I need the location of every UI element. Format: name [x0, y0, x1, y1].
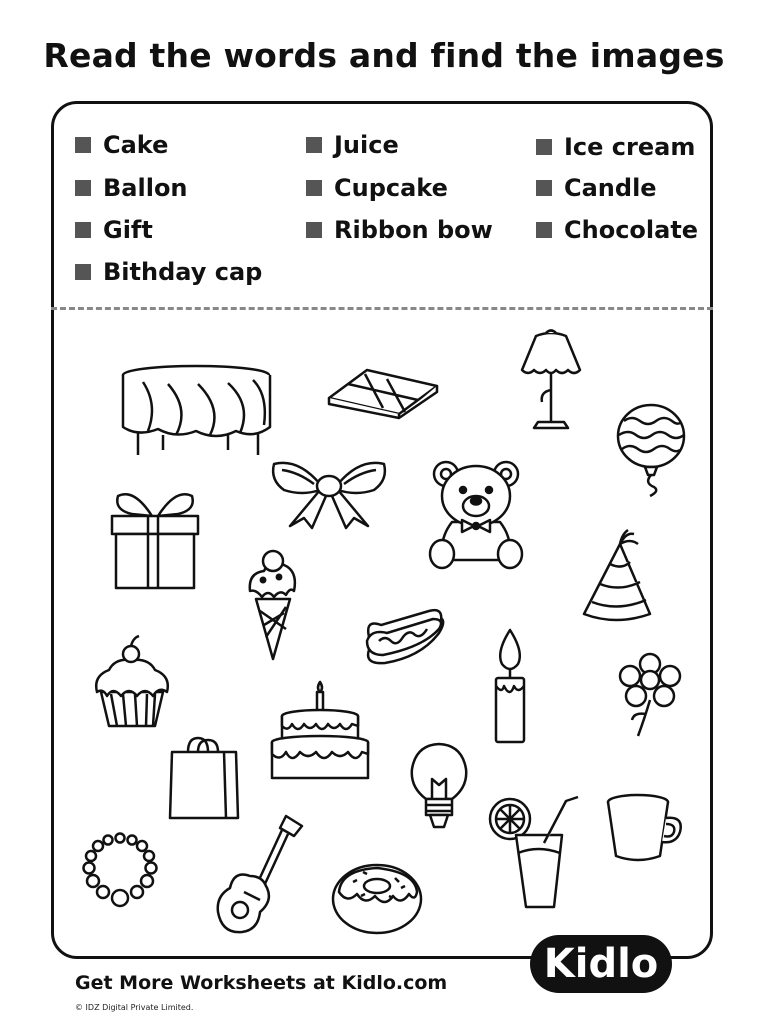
bullet-square-icon: [306, 137, 322, 153]
juice-icon: [488, 795, 584, 911]
candle-icon: [488, 628, 532, 746]
teddy-bear-icon: [428, 460, 524, 572]
word-item: Chocolate: [536, 216, 698, 244]
footer-text: Get More Worksheets at Kidlo.com: [75, 972, 448, 994]
word-item: Cake: [75, 131, 168, 159]
shopping-bag-icon: [166, 736, 242, 820]
mug-icon: [604, 792, 684, 864]
flower-icon: [616, 654, 684, 738]
cake-icon: [270, 680, 370, 784]
bullet-square-icon: [536, 139, 552, 155]
donut-icon: [331, 862, 423, 936]
table-icon: [118, 365, 278, 460]
word-item: Bithday cap: [75, 258, 262, 286]
dashed-divider: [51, 307, 713, 310]
balloon-icon: [614, 403, 688, 497]
bullet-square-icon: [75, 222, 91, 238]
kidlo-logo: Kidlo: [530, 935, 672, 993]
word-item: Gift: [75, 216, 153, 244]
worksheet-title: Read the words and find the images: [43, 36, 725, 75]
word-item: Candle: [536, 174, 657, 202]
gift-icon: [108, 490, 202, 592]
word-item: Ribbon bow: [306, 216, 493, 244]
word-item: Ballon: [75, 174, 188, 202]
bullet-square-icon: [306, 180, 322, 196]
bullet-square-icon: [75, 264, 91, 280]
light-bulb-icon: [408, 741, 470, 831]
bullet-square-icon: [75, 137, 91, 153]
birthday-cap-icon: [580, 530, 654, 622]
necklace-icon: [84, 832, 156, 908]
ice-cream-icon: [246, 547, 300, 661]
hotdog-icon: [363, 607, 447, 669]
bullet-square-icon: [306, 222, 322, 238]
word-item: Cupcake: [306, 174, 448, 202]
ribbon-bow-icon: [268, 460, 390, 530]
guitar-icon: [214, 812, 306, 936]
copyright-text: © IDZ Digital Private Limited.: [75, 1003, 194, 1012]
chocolate-icon: [327, 368, 439, 418]
bullet-square-icon: [536, 180, 552, 196]
word-item: Juice: [306, 131, 399, 159]
bullet-square-icon: [536, 222, 552, 238]
lamp-icon: [518, 330, 584, 432]
word-item: Ice cream: [536, 133, 695, 161]
bullet-square-icon: [75, 180, 91, 196]
cupcake-icon: [93, 636, 171, 728]
